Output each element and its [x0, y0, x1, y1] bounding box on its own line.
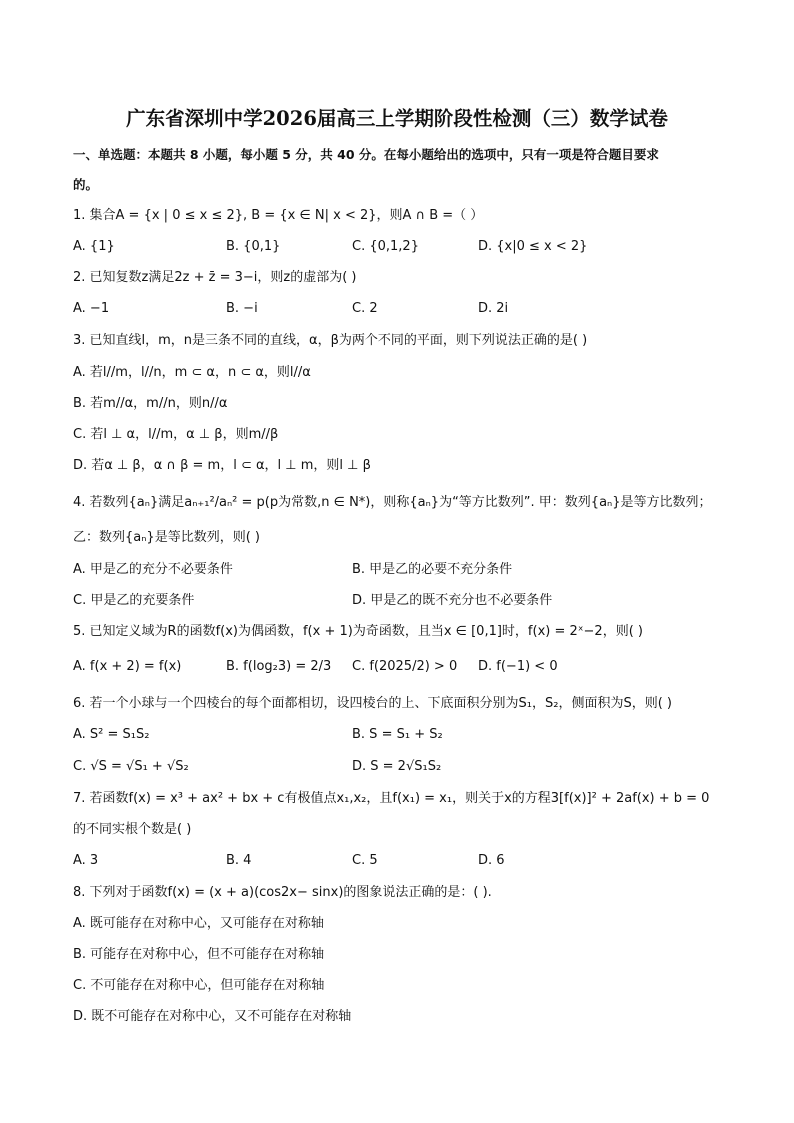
question-6-option-d[interactable]: D. S = 2√S₁S₂ [352, 759, 442, 774]
question-8-option-b[interactable]: B. 可能存在对称中心，但不可能存在对称轴 [73, 947, 325, 962]
page-title: 广东省深圳中学2026届高三上学期阶段性检测（三）数学试卷 [126, 107, 668, 130]
question-4-stem-cont: 乙：数列{aₙ}是等比数列，则( ) [73, 530, 260, 545]
question-3-option-d[interactable]: D. 若α ⊥ β，α ∩ β = m，l ⊂ α，l ⊥ m，则l ⊥ β [73, 458, 371, 473]
question-7-option-b[interactable]: B. 4 [226, 853, 252, 868]
question-7-option-c[interactable]: C. 5 [352, 853, 378, 868]
question-5-stem: 5. 已知定义域为R的函数f(x)为偶函数，f(x + 1)为奇函数，且当x ∈ [0,1]时，f(x) = 2ˣ−2，则( ) [73, 624, 643, 639]
question-5-option-c[interactable]: C. f(2025/2) > 0 [352, 659, 458, 674]
question-4-stem: 4. 若数列{aₙ}满足aₙ₊₁²/aₙ² = p(p为常数,n ∈ N*)，则称{aₙ}为“等方比数列”. 甲：数列{aₙ}是等方比数列； [73, 495, 712, 510]
question-7-option-d[interactable]: D. 6 [478, 853, 505, 868]
question-8-option-c[interactable]: C. 不可能存在对称中心，但可能存在对称轴 [73, 978, 325, 993]
question-3-option-a[interactable]: A. 若l//m，l//n，m ⊂ α，n ⊂ α，则l//α [73, 365, 311, 380]
question-2-option-c[interactable]: C. 2 [352, 301, 378, 316]
question-7-stem: 7. 若函数f(x) = x³ + ax² + bx + c有极值点x₁,x₂，且f(x₁) = x₁，则关于x的方程3[f(x)]² + 2af(x) + b = 0 [73, 791, 710, 806]
question-4-option-a[interactable]: A. 甲是乙的充分不必要条件 [73, 562, 233, 577]
question-1-stem: 1. 集合A = {x | 0 ≤ x ≤ 2}, B = {x ∈ N| x < 2}，则A ∩ B =（ ） [73, 208, 484, 223]
question-6-option-a[interactable]: A. S² = S₁S₂ [73, 727, 150, 742]
question-8-option-a[interactable]: A. 既可能存在对称中心，又可能存在对称轴 [73, 916, 324, 931]
question-3-stem: 3. 已知直线l，m，n是三条不同的直线，α，β为两个不同的平面，则下列说法正确的是( ) [73, 333, 588, 348]
question-6-option-b[interactable]: B. S = S₁ + S₂ [352, 727, 443, 742]
question-4-option-c[interactable]: C. 甲是乙的充要条件 [73, 593, 195, 608]
question-5-option-d[interactable]: D. f(−1) < 0 [478, 659, 558, 674]
question-2-stem: 2. 已知复数z满足2z + z̄ = 3−i，则z的虚部为( ) [73, 270, 357, 285]
question-1-option-b[interactable]: B. {0,1} [226, 239, 281, 254]
question-8-option-d[interactable]: D. 既不可能存在对称中心，又不可能存在对称轴 [73, 1009, 352, 1024]
question-2-option-b[interactable]: B. −i [226, 301, 258, 316]
section-heading-cont: 的。 [73, 177, 99, 192]
question-3-option-c[interactable]: C. 若l ⊥ α，l//m，α ⊥ β，则m//β [73, 427, 279, 442]
question-7-stem-cont: 的不同实根个数是( ) [73, 822, 192, 837]
question-2-option-d[interactable]: D. 2i [478, 301, 509, 316]
question-2-option-a[interactable]: A. −1 [73, 301, 110, 316]
question-1-option-d[interactable]: D. {x|0 ≤ x < 2} [478, 239, 588, 254]
question-5-option-a[interactable]: A. f(x + 2) = f(x) [73, 659, 182, 674]
question-6-stem: 6. 若一个小球与一个四棱台的每个面都相切，设四棱台的上、下底面积分别为S₁，S₂，侧面积为S，则( ) [73, 696, 672, 711]
question-4-option-b[interactable]: B. 甲是乙的必要不充分条件 [352, 562, 513, 577]
question-7-option-a[interactable]: A. 3 [73, 853, 99, 868]
question-6-option-c[interactable]: C. √S = √S₁ + √S₂ [73, 759, 189, 774]
question-5-option-b[interactable]: B. f(log₂3) = 2/3 [226, 659, 332, 674]
question-1-option-c[interactable]: C. {0,1,2} [352, 239, 419, 254]
question-3-option-b[interactable]: B. 若m//α，m//n，则n//α [73, 396, 228, 411]
question-8-stem: 8. 下列对于函数f(x) = (x + a)(cos2x− sinx)的图象说法正确的是：( ). [73, 885, 492, 900]
question-1-option-a[interactable]: A. {1} [73, 239, 115, 254]
section-heading: 一、单选题：本题共 8 小题，每小题 5 分，共 40 分。在每小题给出的选项中，只有一项是符合题目要求 [73, 147, 659, 162]
question-4-option-d[interactable]: D. 甲是乙的既不充分也不必要条件 [352, 593, 553, 608]
